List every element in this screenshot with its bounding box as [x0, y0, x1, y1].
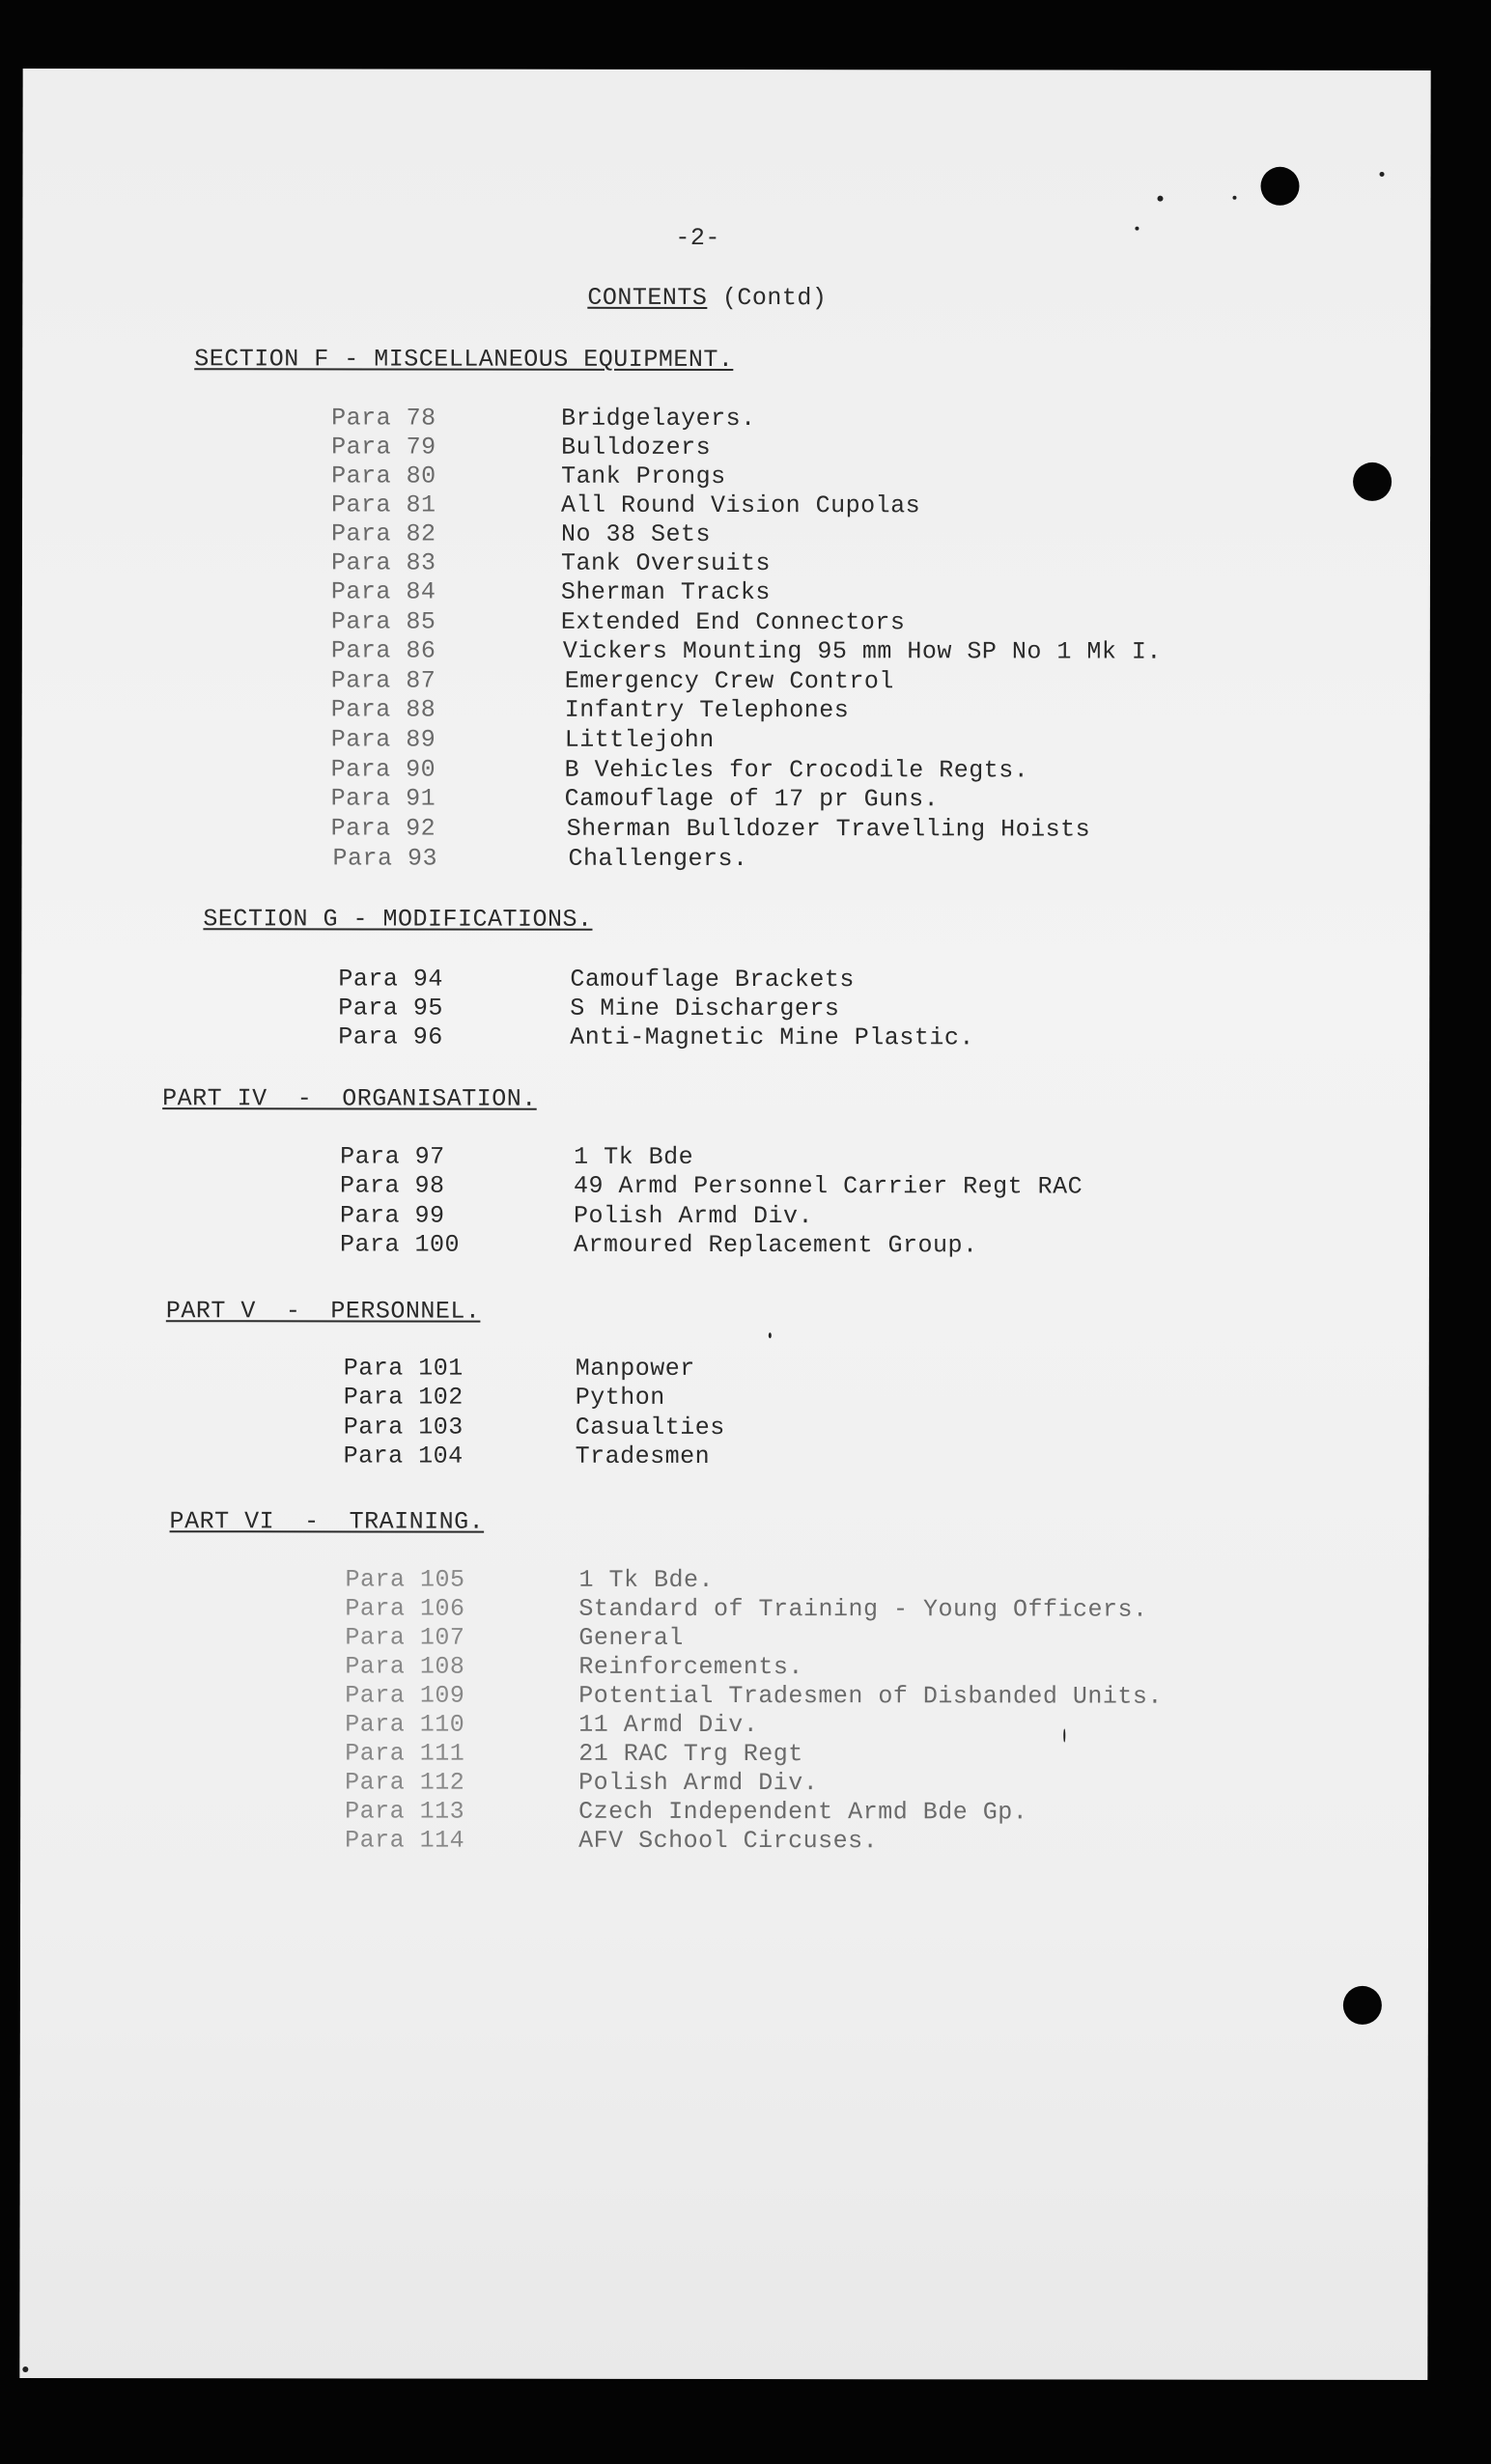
para-title: Bridgelayers.: [561, 404, 756, 434]
para-number: Para 85: [330, 607, 436, 636]
para-title: Anti-Magnetic Mine Plastic.: [570, 1022, 974, 1052]
para-number: Para 90: [330, 755, 436, 784]
para-title: Standard of Training - Young Officers.: [578, 1594, 1148, 1624]
para-title: Reinforcements.: [578, 1652, 803, 1682]
para-number: Para 111: [345, 1739, 465, 1768]
para-number: Para 79: [331, 433, 436, 462]
para-title: No 38 Sets: [560, 519, 712, 548]
para-number: Para 110: [345, 1710, 465, 1739]
para-number: Para 109: [345, 1681, 465, 1710]
para-title: 21 RAC Trg Regt: [578, 1739, 803, 1769]
para-title: Tradesmen: [575, 1442, 711, 1470]
para-number: Para 114: [345, 1826, 465, 1855]
para-title: 1 Tk Bde: [574, 1142, 694, 1171]
para-number: Para 83: [330, 548, 436, 577]
speck: [1135, 227, 1139, 231]
para-title: General: [578, 1623, 684, 1652]
para-number: Para 95: [338, 994, 443, 1022]
part-heading-vi: PART VI - TRAINING.: [169, 1507, 485, 1536]
para-title: Python: [575, 1383, 665, 1412]
punch-hole-top: [1260, 167, 1299, 206]
para-number: Para 105: [345, 1565, 465, 1594]
para-title: Camouflage of 17 pr Guns.: [564, 784, 940, 814]
para-number: Para 103: [343, 1413, 464, 1442]
para-title: S Mine Dischargers: [570, 994, 840, 1023]
para-title: Polish Armd Div.: [573, 1201, 814, 1231]
speck: [1157, 196, 1163, 202]
section-heading-f: SECTION F - MISCELLANEOUS EQUIPMENT.: [194, 345, 734, 375]
para-number: Para 89: [330, 725, 436, 754]
para-number: Para 100: [339, 1230, 461, 1259]
document-page: [19, 69, 1430, 2380]
para-title: Manpower: [575, 1354, 695, 1383]
para-title: All Round Vision Cupolas: [561, 490, 921, 520]
para-title: Extended End Connectors: [560, 607, 906, 637]
para-number: Para 81: [331, 490, 436, 519]
para-number: Para 93: [332, 844, 438, 873]
para-number: Para 101: [343, 1354, 464, 1383]
para-title: Bulldozers: [561, 433, 712, 462]
para-number: Para 94: [338, 965, 443, 994]
para-title: Challengers.: [568, 844, 748, 874]
speck: [769, 1332, 772, 1338]
para-number: Para 102: [343, 1383, 464, 1412]
para-title: Armoured Replacement Group.: [573, 1230, 978, 1260]
para-title: Camouflage Brackets: [570, 965, 855, 994]
para-title: Sherman Bulldozer Travelling Hoists: [566, 814, 1091, 844]
part-heading-iv: PART IV - ORGANISATION.: [162, 1084, 537, 1113]
para-number: Para 112: [345, 1768, 465, 1797]
para-number: Para 88: [330, 695, 436, 724]
para-number: Para 106: [345, 1594, 465, 1623]
section-heading-g: SECTION G - MODIFICATIONS.: [203, 905, 593, 934]
para-title: Casualties: [575, 1413, 725, 1442]
para-number: Para 107: [345, 1623, 465, 1652]
para-number: Para 82: [330, 519, 436, 548]
para-number: Para 97: [340, 1142, 445, 1171]
para-number: Para 108: [345, 1652, 465, 1681]
para-number: Para 78: [331, 404, 436, 433]
speck: [1232, 196, 1236, 200]
para-title: Littlejohn: [564, 725, 715, 754]
para-number: Para 113: [345, 1797, 465, 1826]
part-heading-v: PART V - PERSONNEL.: [165, 1297, 481, 1326]
speck: [22, 2366, 28, 2372]
para-title: AFV School Circuses.: [578, 1826, 879, 1856]
para-number: Para 84: [330, 577, 436, 606]
para-number: Para 104: [343, 1442, 464, 1470]
contents-heading: [587, 284, 827, 312]
para-number: Para 99: [339, 1201, 445, 1230]
para-title: Tank Oversuits: [560, 548, 772, 578]
para-title: B Vehicles for Crocodile Regts.: [564, 755, 1029, 785]
para-number: Para 80: [331, 462, 436, 490]
para-title: Sherman Tracks: [560, 577, 771, 607]
para-title: 11 Armd Div.: [578, 1710, 759, 1740]
speck: [1063, 1728, 1065, 1742]
para-title: Czech Independent Armd Bde Gp.: [578, 1797, 1028, 1827]
para-number: Para 91: [330, 784, 436, 813]
contents-suffix: (Contd): [721, 283, 828, 313]
para-title: Vickers Mounting 95 mm How SP No 1 Mk I.: [562, 636, 1162, 666]
para-number: Para 96: [338, 1022, 443, 1051]
para-title: Emergency Crew Control: [564, 666, 894, 696]
para-title: Potential Tradesmen of Disbanded Units.: [578, 1681, 1163, 1711]
para-number: Para 87: [330, 666, 436, 695]
para-number: Para 86: [330, 636, 436, 665]
para-title: Infantry Telephones: [564, 695, 850, 725]
para-title: 1 Tk Bde.: [578, 1565, 715, 1594]
para-number: Para 92: [330, 814, 436, 843]
punch-hole-middle: [1353, 462, 1392, 501]
speck: [1380, 172, 1385, 177]
para-title: 49 Armd Personnel Carrier Regt RAC: [574, 1171, 1083, 1201]
page-number: -2-: [675, 223, 720, 252]
para-number: Para 98: [340, 1171, 445, 1200]
para-title: Tank Prongs: [561, 462, 726, 491]
para-title: Polish Armd Div.: [578, 1768, 819, 1798]
punch-hole-bottom: [1343, 1986, 1382, 2025]
contents-title: CONTENTS: [587, 283, 708, 312]
